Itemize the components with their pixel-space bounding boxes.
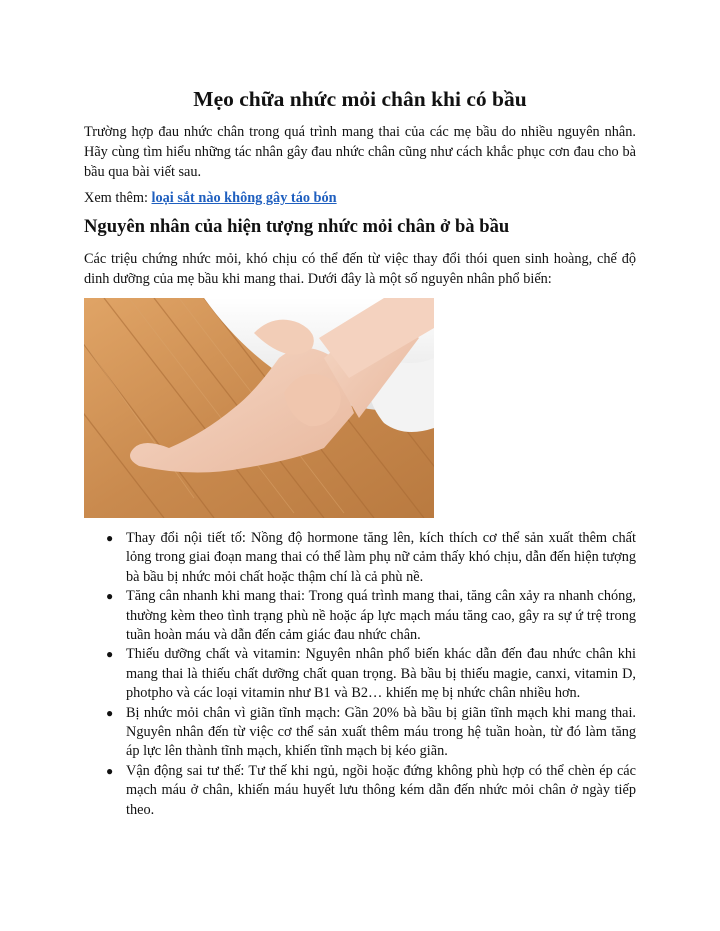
section-heading: Nguyên nhân của hiện tượng nhức mỏi chân ở bà bầu — [84, 216, 510, 237]
list-item — [84, 704, 636, 762]
see-more-line — [84, 188, 337, 208]
page-title: Mẹo chữa nhức mỏi chân khi có bầu — [193, 87, 527, 111]
bullet-icon: ● — [106, 705, 114, 720]
cause-text: Vận động sai tư thế: Tư thế khi ngủ, ngồi hoặc đứng không phù hợp có thể chèn ép các mạch máu ở chân, khiến máu huyết lưu thông kém dẫn đến nhức mỏi chân ở ngày tiếp theo. — [126, 762, 636, 818]
list-item — [84, 762, 636, 820]
cause-text: Thiếu dưỡng chất và vitamin: Nguyên nhân phổ biến khác dẫn đến đau nhức chân khi mang thai là thiếu chất dưỡng chất quan trọng. Bà bầu bị thiếu magie, canxi, vitamin D, photpho và các loại vitamin như B1 và B2… khiến mẹ bị nhức chân nhiều hơn. — [126, 646, 636, 702]
bullet-icon: ● — [106, 763, 114, 778]
bullet-icon: ● — [106, 647, 114, 662]
bullet-icon: ● — [106, 589, 114, 604]
section-intro-paragraph: Các triệu chứng nhức mỏi, khó chịu có thể đến từ việc thay đổi thói quen sinh hoàng, chế độ dinh dưỡng của mẹ bầu khi mang thai. Dưới đây là một số nguyên nhân phổ biến: — [84, 251, 636, 287]
see-more-prefix: Xem thêm: — [84, 190, 152, 206]
bullet-icon: ● — [106, 531, 114, 545]
causes-list — [84, 529, 636, 820]
see-more-link[interactable]: loại sắt nào không gây táo bón — [151, 190, 337, 206]
foot-massage-illustration — [84, 298, 434, 518]
intro-paragraph: Trường hợp đau nhức chân trong quá trình mang thai của các mẹ bầu do nhiều nguyên nhân. Hãy cùng tìm hiểu những tác nhân gây đau nhức chân cũng như cách khắc phục cơn đau cho bà bầu qua bài viết sau. — [84, 124, 636, 180]
cause-text: Thay đổi nội tiết tố: Nồng độ hormone tăng lên, kích thích cơ thể sản xuất thêm chất lỏng trong giai đoạn mang thai có thể làm phụ nữ cảm thấy khó chịu, dẫn đến hiện tượng bà bầu bị nhức mỏi chất hoặc thậm chí là cả phù nề. — [126, 530, 636, 585]
cause-text: Bị nhức mỏi chân vì giãn tĩnh mạch: Gần 20% bà bầu bị giãn tĩnh mạch khi mang thai. Nguyên nhân đến từ việc cơ thể sản xuất thêm máu trong hệ tuần hoàn, từ đó làm tăng áp lực lên thành tĩnh mạch, khiến tĩnh mạch bị kéo giãn. — [126, 704, 636, 760]
list-item — [84, 587, 636, 645]
list-item — [84, 645, 636, 703]
list-item — [84, 529, 636, 587]
cause-text: Tăng cân nhanh khi mang thai: Trong quá trình mang thai, tăng cân xảy ra nhanh chóng, thường kèm theo tình trạng phù nề hoặc áp lực mạch máu tăng cao, gây ra sự ứ trệ trong tuần hoàn máu và dẫn đến cảm giác đau nhức chân. — [126, 588, 636, 644]
foot-massage-photo — [84, 298, 434, 518]
